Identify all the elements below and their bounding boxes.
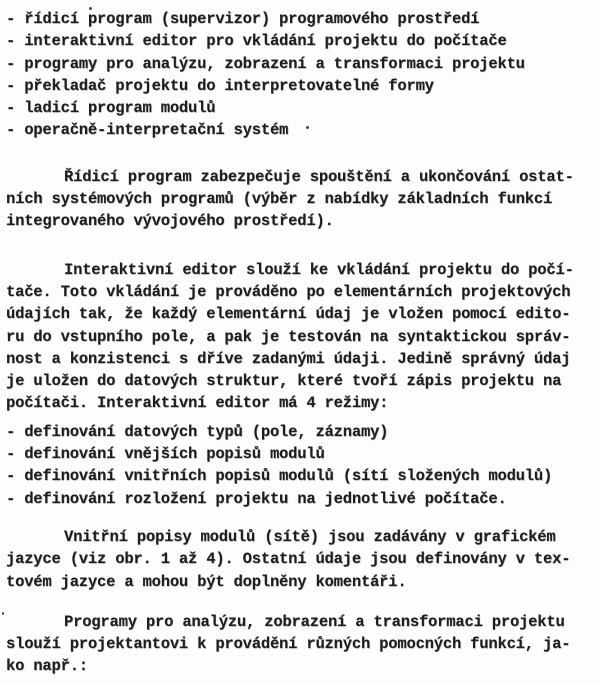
list-item: - překladač projektu do interpretovatelné formy bbox=[6, 76, 434, 95]
text-line: jazyce (viz obr. 1 až 4). Ostatní údaje jsou definovány v tex- bbox=[6, 550, 571, 569]
bullet-list-system-programs bbox=[6, 8, 596, 142]
text-line: Programy pro analýzu, zobrazení a transformaci projektu bbox=[64, 612, 565, 631]
text-line: je uložen do datových struktur, které tvoří zápis projektu na bbox=[6, 372, 562, 391]
list-item: - definování vnitřních popisů modulů (sítí složených modulů) bbox=[6, 467, 553, 486]
list-item: - interaktivní editor pro vkládání projektu do počítače bbox=[6, 32, 507, 51]
text-line: integrovaného vývojového prostředí). bbox=[6, 212, 334, 231]
scan-speck bbox=[2, 612, 4, 615]
text-line: ru do vstupního pole, a pak je testován na syntaktickou správ- bbox=[6, 327, 571, 346]
text-line: ko např.: bbox=[6, 657, 88, 676]
text-line: nost a konzistenci s dříve zadanými údaji. Jedině správný údaj bbox=[6, 349, 571, 368]
list-item: - ladicí program modulů bbox=[6, 99, 216, 118]
text-line: slouží projektantovi k provádění různých pomocných funkcí, ja- bbox=[6, 635, 571, 654]
list-item: - definování rozložení projektu na jednotlivé počítače. bbox=[6, 489, 507, 508]
text-line: Vnitřní popisy modulů (sítě) jsou zadávány v grafickém bbox=[64, 527, 556, 546]
text-line: počítači. Interaktivní editor má 4 režimy: bbox=[6, 394, 389, 413]
scan-speck bbox=[89, 7, 92, 10]
text-line: Řídicí program zabezpečuje spouštění a ukončování ostat- bbox=[64, 167, 574, 186]
list-item: - programy pro analýzu, zobrazení a transformaci projektu bbox=[6, 54, 525, 73]
text-line: tače. Toto vkládání je prováděno po elementárních projektových bbox=[6, 282, 571, 301]
text-line: tovém jazyce a mohou být doplněny komentáři. bbox=[6, 572, 407, 591]
paragraph-analysis-programs bbox=[6, 611, 596, 678]
paragraph-internal-descriptions bbox=[6, 526, 596, 593]
list-item: - operačně-interpretační systém bbox=[6, 121, 289, 140]
list-item: - definování vnějších popisů modulů bbox=[6, 445, 325, 464]
paragraph-supervisor bbox=[6, 166, 596, 233]
paragraph-interactive-editor bbox=[6, 259, 596, 415]
text-line: údajích tak, že každý elementární údaj je vložen pomocí edito- bbox=[6, 305, 571, 324]
list-item: - řídicí program (supervizor) programového prostředí bbox=[6, 10, 480, 28]
bullet-list-editor-modes bbox=[6, 421, 596, 510]
text-line: Interaktivní editor slouží ke vkládání projektu do počí- bbox=[64, 260, 574, 279]
list-item: - definování datových typů (pole, záznamy) bbox=[6, 422, 389, 441]
text-line: ních systémových programů (výběr z nabídky základních funkcí bbox=[6, 190, 553, 209]
scan-speck bbox=[306, 126, 309, 129]
